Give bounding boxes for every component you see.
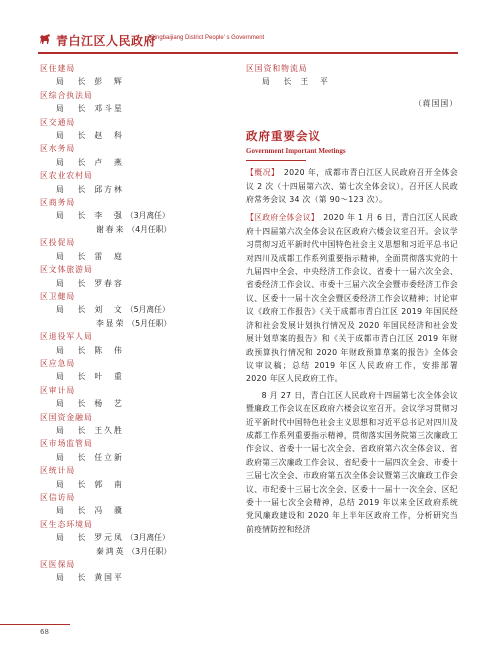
- dept-name: 区国资和物流局: [246, 64, 308, 73]
- person-role: 局 长: [56, 533, 89, 543]
- person-role: 局 长: [56, 573, 89, 583]
- paragraph-overview: [246, 166, 458, 206]
- person-name: 黄国平: [94, 573, 124, 583]
- paragraph-plenary: [246, 211, 458, 385]
- dept-name: 区国资金融局: [40, 412, 93, 422]
- dept-name: 区信访局: [40, 493, 76, 502]
- person-entry: [40, 102, 230, 115]
- person-role: 局 长: [56, 131, 89, 141]
- dept-name: 区水务局: [40, 144, 76, 154]
- dept-name: 区卫健局: [40, 291, 76, 301]
- person-role: 局 长: [56, 104, 89, 114]
- person-name: 李 强: [94, 211, 124, 221]
- person-note: （3月任职）: [127, 546, 172, 556]
- person-entry: [40, 451, 230, 464]
- person-name: 秦鸿英: [96, 546, 126, 556]
- person-role: 局 长: [56, 157, 89, 167]
- editor-note: （蒋国国）: [414, 98, 458, 108]
- person-entry: [40, 317, 230, 330]
- page-header: [38, 30, 458, 54]
- person-role: 局 长: [56, 251, 89, 261]
- person-entry: [40, 424, 230, 437]
- person-role: 局 长: [56, 372, 89, 382]
- person-role: 局 长: [56, 211, 89, 221]
- person-entry: [40, 129, 230, 142]
- person-entry: [40, 75, 230, 88]
- dept-name: 区统计局: [40, 466, 76, 476]
- person-role: 局 长: [56, 278, 89, 288]
- section-title-en: Government Important Meetings: [246, 147, 346, 156]
- dept-name: 区文体旅游局: [40, 265, 93, 275]
- left-column-directory: [40, 62, 230, 585]
- person-note: （3月离任）: [125, 211, 170, 221]
- dept-name: 区农业农村局: [40, 171, 93, 181]
- person-name: 彭 辉: [94, 77, 124, 87]
- person-entry: [40, 571, 230, 584]
- footer-rule: [0, 624, 70, 625]
- person-note: （5月任职）: [127, 318, 172, 328]
- person-name: 陈 伟: [94, 345, 124, 355]
- paragraph-tag: 【概况】: [246, 168, 276, 178]
- paragraph-text: 2020 年 1 月 6 日，青白江区人民政府十四届第六次全体会议在区政府六楼会议室召开。会议学习贯彻习近平新时代中国特色社会主义思想和习近平总书记对四川及成都工作系列重要指示精神，全面贯彻落实党的十九届四中全会、中央经济工作会议、省委十一届六次全会、省委经济工作会议、市委十三届六次全会暨市委经济工作会议、区委十一届十次全会暨区委经济工作会议精神；讨论审议《政府工作报告》《关于成都市青白江区 2019 年国民经济和社会发展计划执行情况及 2020 年国民经济和社会发展计划草案的报告》和《关于成都市青白江区 2019 年财政预算执行情况和 2020 年财政预算草案的报告》全体会议审议稿；总结 2019 年区人民政府工作，安排部署 2020 年区人民政府工作。: [246, 213, 458, 384]
- dept-name: 区市场监管局: [40, 439, 93, 449]
- person-name: 王 平: [300, 77, 330, 87]
- person-name: 卢 燕: [94, 157, 124, 167]
- person-role: 局 长: [56, 305, 89, 315]
- person-note: （3月离任）: [125, 533, 170, 543]
- person-entry: [40, 478, 230, 491]
- person-name: 赵 科: [94, 131, 124, 141]
- person-entry: [40, 303, 230, 316]
- person-note: （4月任职）: [127, 224, 172, 234]
- person-entry: [246, 75, 458, 88]
- dept-name: 区应急局: [40, 358, 76, 368]
- dept-name: 区交通局: [40, 117, 76, 127]
- section-heading: [246, 128, 458, 161]
- person-role: 局 长: [56, 506, 89, 516]
- person-entry: [40, 370, 230, 383]
- page-number: 68: [40, 628, 49, 636]
- person-name: 李显荣: [96, 318, 126, 328]
- person-name: 罗元凤: [94, 533, 124, 543]
- dept-name: 区投促局: [40, 238, 76, 248]
- person-name: 雷 庭: [94, 251, 124, 261]
- person-entry: [40, 344, 230, 357]
- person-name: 罗春容: [94, 278, 124, 288]
- person-name: 叶 重: [94, 372, 124, 382]
- person-name: 刘 文: [94, 305, 124, 315]
- dept-name: 区医保局: [40, 560, 76, 570]
- paragraph-text: 2020 年，成都市青白江区人民政府召开全体会议 2 次（十四届第六次、第七次全体会议），召开区人民政府常务会议 34 次（第 90～123 次）。: [246, 168, 458, 205]
- dept-name: 区生态环境局: [40, 519, 93, 529]
- dept-name: 区综合执法局: [40, 90, 93, 100]
- person-name: 邓斗星: [94, 104, 124, 114]
- person-role: 局 长: [56, 399, 89, 409]
- dept-name: 区商务局: [40, 198, 76, 208]
- person-note: （5月离任）: [125, 305, 170, 315]
- person-name: 冯 骥: [94, 506, 124, 516]
- person-role: 局 长: [56, 345, 89, 355]
- person-entry: [40, 277, 230, 290]
- person-entry: [40, 223, 230, 236]
- header-title-en: Qingbaijiang District People' s Government: [150, 35, 265, 41]
- person-role: 局 长: [56, 479, 89, 489]
- person-entry: [40, 504, 230, 517]
- person-entry: [40, 156, 230, 169]
- person-name: 谢春来: [96, 224, 126, 234]
- dept-name: 区退役军人局: [40, 332, 93, 342]
- horse-logo-icon: [38, 32, 52, 46]
- section-title-cn: 政府重要会议: [246, 129, 321, 144]
- dept-name: 区住建局: [40, 64, 76, 73]
- person-name: 郭 南: [94, 479, 124, 489]
- person-entry: [40, 545, 230, 558]
- person-entry: [40, 183, 230, 196]
- paragraph-plenary-7th: [246, 389, 458, 536]
- person-name: 邱方林: [94, 184, 124, 194]
- header-title-cn: 青白江区人民政府: [56, 34, 157, 48]
- person-role: 局 长: [56, 184, 89, 194]
- person-entry: [40, 250, 230, 263]
- person-role: 局 长: [56, 77, 89, 87]
- paragraph-tag: 【区政府全体会议】: [246, 213, 316, 223]
- person-entry: [40, 397, 230, 410]
- person-entry: [40, 209, 230, 222]
- person-role: 局 长: [56, 425, 89, 435]
- dept-name: 区审计局: [40, 385, 76, 395]
- person-role: 局 长: [56, 452, 89, 462]
- paragraph-text: 8 月 27 日，青白江区人民政府十四届第七次全体会议暨廉政工作会议在区政府六楼会议室召开。会议学习贯彻习近平新时代中国特色社会主义思想和习近平总书记对四川及成都工作系列重要指示精神，贯彻落实国务院第三次廉政工作会议、省委十一届七次全会、省政府第六次全体会议、省政府第三次廉政工作会议、省纪委十一届四次全会、市委十三届七次全会、市政府第五次全体会议暨第三次廉政工作会议、市纪委十三届七次全会、区委十一届十一次全会、区纪委十一届七次全会精神，总结 2019 年以来全区政府系统党风廉政建设和 2020 年上半年区政府工作，分析研究当前疫情防控和经济: [246, 390, 458, 534]
- person-name: 任立新: [94, 452, 124, 462]
- person-name: 王久胜: [94, 425, 124, 435]
- person-role: 局 长: [262, 77, 295, 87]
- person-entry: [40, 531, 230, 544]
- person-name: 杨 艺: [94, 399, 124, 409]
- right-column: [246, 62, 458, 536]
